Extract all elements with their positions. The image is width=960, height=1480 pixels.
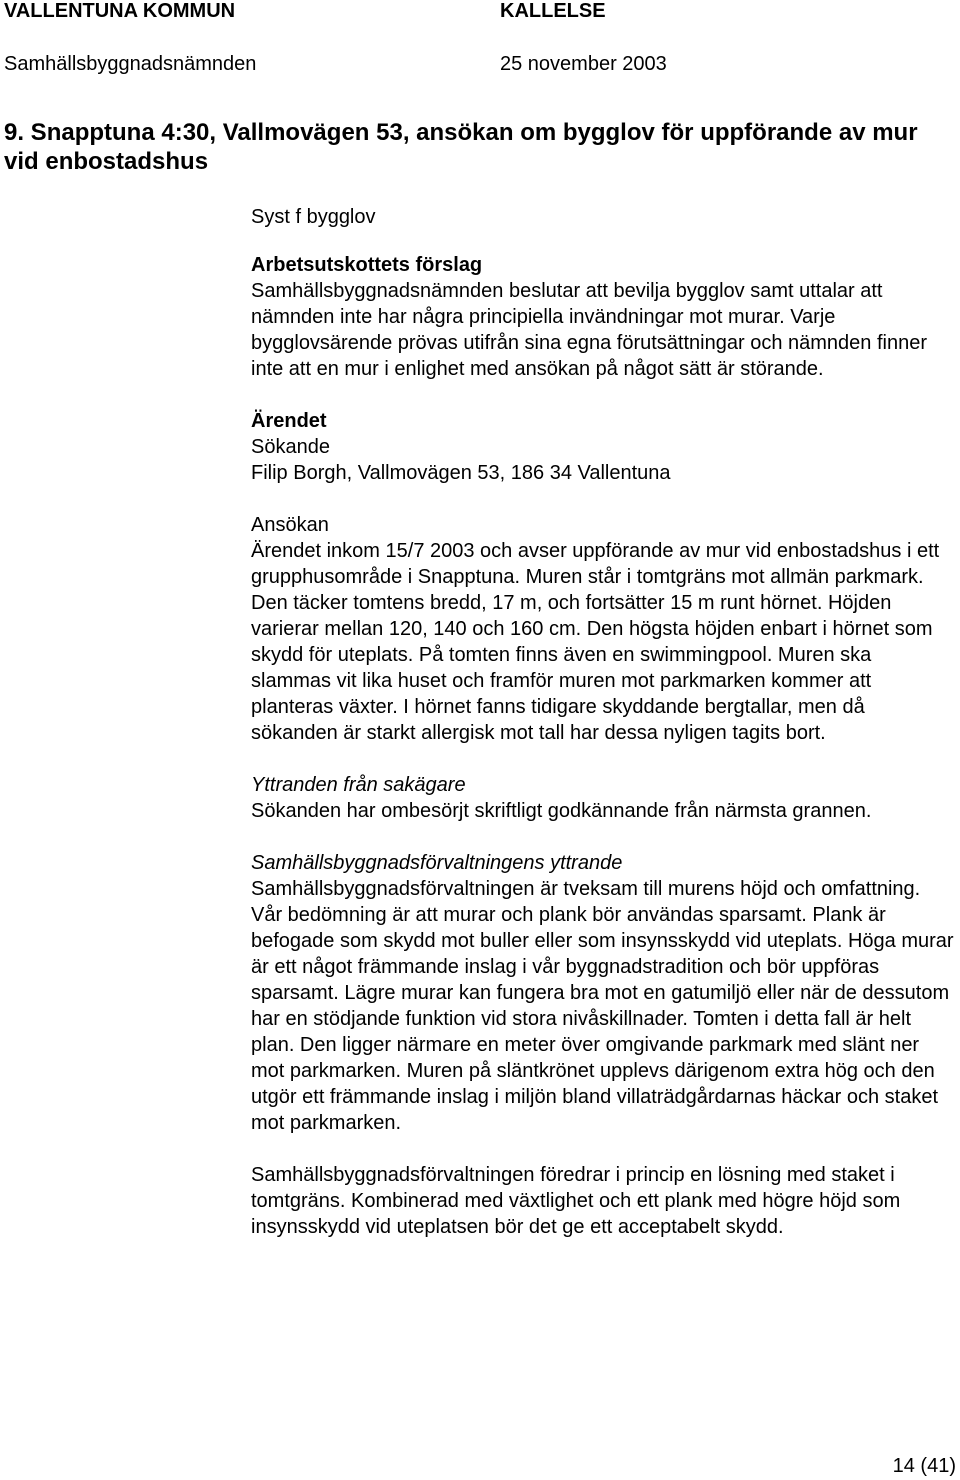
meeting-date: 25 november 2003 (500, 53, 667, 75)
application-text: Ärendet inkom 15/7 2003 och avser uppförande av mur vid enbostadshus i ett grupphusområde i Snapptuna. Muren står i tomtgräns mot allmän parkmark. Den täcker tomtens bredd, 17 m, och fortsätter 15 m runt hörnet. Höjden varierar mellan 120, 140 och 160 cm. Den högsta höjden enbart i hörnet som skydd för uteplats. På tomten finns även en swimmingpool. Muren ska slammas vit lika huset och framför muren mot parkmarken kommer att planteras växter. I hörnet fanns tidigare skyddande bergtallar, men då sökanden är starkt allergisk mot tall har dessa nyligen tagits bort. (251, 540, 940, 744)
item-body (251, 204, 956, 1240)
neighbours-text: Sökanden har ombesörjt skriftligt godkännande från närmsta grannen. (251, 800, 872, 822)
admin-preference-text: Samhällsbyggnadsförvaltningen föredrar i princip en lösning med staket i tomtgräns. Kombinerad med växtlighet och ett plank med högre höjd som insynsskydd vid uteplatsen bör det ge ett acceptabelt skydd. (251, 1164, 901, 1238)
proposal-text: Samhällsbyggnadsnämnden beslutar att bevilja bygglov samt uttalar att nämnden inte har några principiella invändningar mot murar. Varje bygglovsärende prövas utifrån sina egna förutsättningar och nämnden finner inte att en mur i enlighet med ansökan på något sätt är störande. (251, 280, 927, 380)
board-name: Samhällsbyggnadsnämnden (4, 53, 257, 75)
proposal-heading: Arbetsutskottets förslag (251, 254, 483, 276)
application-label: Ansökan (251, 514, 329, 536)
applicant-text: Filip Borgh, Vallmovägen 53, 186 34 Vallentuna (251, 462, 671, 484)
applicant-label: Sökande (251, 436, 330, 458)
department-line: Syst f bygglov (251, 206, 376, 228)
admin-statement-text: Samhällsbyggnadsförvaltningen är tveksam till murens höjd och omfattning. Vår bedömning är att murar och plank bör användas sparsamt. Plank är befogade som skydd mot buller eller som insynsskydd vid uteplats. Höga murar är ett något främmande inslag i vår byggnadstradition och bör uppföras sparsamt. Lägre murar kan fungera bra mot en gatumiljö eller när de dessutom har en stödjande funktion vid stora nivåskillnader. Tomten i detta fall är helt plan. Den ligger närmare en meter över omgivande parkmark med slänt ner mot parkmarken. Muren på släntkrönet upplevs därigenom extra hög och den utgör ett främmande inslag i miljön bland villaträdgårdarnas häckar och staket mot parkmarken. (251, 878, 954, 1134)
item-title: 9. Snapptuna 4:30, Vallmovägen 53, ansökan om bygglov för uppförande av mur vid enbostadshus (4, 119, 918, 175)
page-number: 14 (41) (892, 1455, 956, 1477)
matter-heading: Ärendet (251, 410, 327, 432)
admin-statement-label: Samhällsbyggnadsförvaltningens yttrande (251, 852, 623, 874)
document-type: KALLELSE (500, 0, 606, 22)
organization-name: VALLENTUNA KOMMUN (4, 0, 236, 22)
neighbours-label: Yttranden från sakägare (251, 774, 466, 796)
